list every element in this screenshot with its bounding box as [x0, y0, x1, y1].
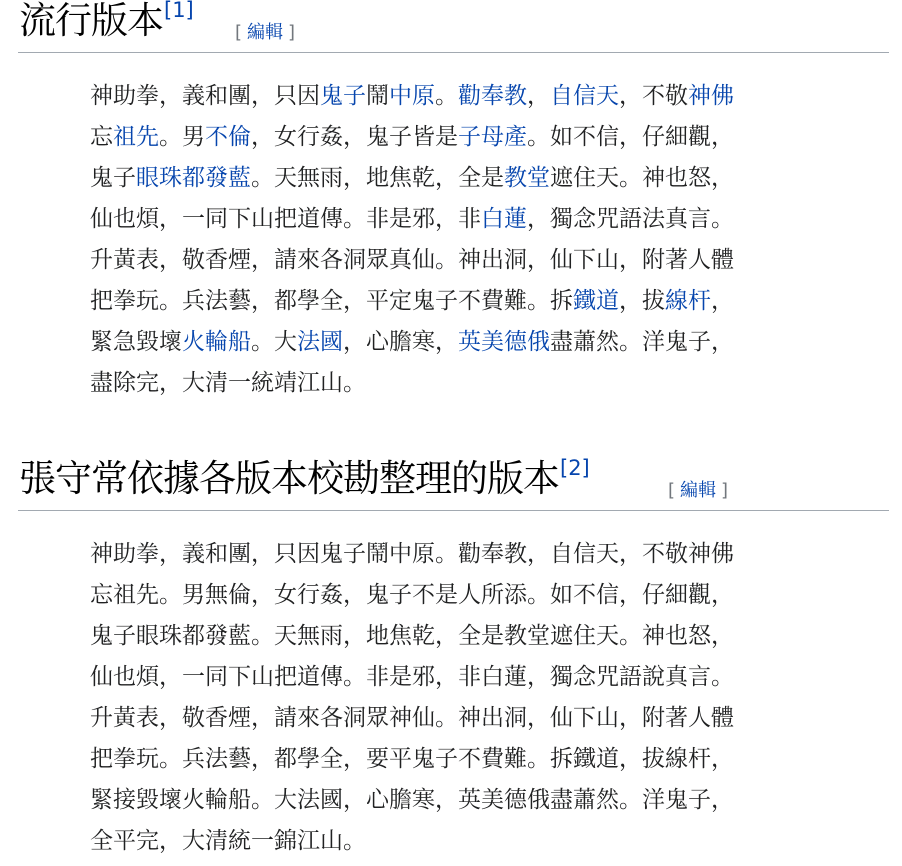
section-collated-version [18, 448, 889, 854]
inline-link[interactable]: 火輪船 [182, 329, 251, 355]
poem-text-segment: 把拳玩。兵法藝，都學全，要平鬼子不費難。拆鐵道，拔線杆， [90, 746, 734, 772]
edit-bracket-open: [ [235, 22, 243, 43]
edit-link[interactable]: 編輯 [680, 480, 717, 501]
poem-text-segment: 。大 [251, 329, 297, 355]
inline-link[interactable]: 鬼子 [320, 83, 366, 109]
inline-link[interactable]: 中原 [389, 83, 435, 109]
poem-text-segment: 仙也煩，一同下山把道傳。非是邪，非白蓮，獨念咒語說真言。 [90, 664, 734, 690]
edit-section [668, 476, 728, 502]
poem-text-segment: 。天無雨，地焦乾，全是 [251, 165, 504, 191]
edit-bracket-close: ] [288, 22, 296, 43]
poem-text-segment: 盡蕭然。洋鬼子， [550, 329, 734, 355]
edit-link[interactable]: 編輯 [247, 22, 284, 43]
section-title: 張守常依據各版本校勘整理的版本[2] [19, 456, 590, 500]
poem-text-segment: 忘 [90, 124, 113, 150]
poem-text-segment: ，不敬 [619, 83, 688, 109]
poem-text-segment: 神助拳，義和團，只因 [90, 83, 320, 109]
poem-text-segment: 鬧 [366, 83, 389, 109]
poem-text [90, 534, 734, 862]
poem-text-segment: ，拔 [619, 288, 665, 314]
poem-text-segment: 。如不信，仔細觀， [527, 124, 734, 150]
poem-text-segment: 。 [435, 83, 458, 109]
edit-bracket-open: [ [668, 480, 676, 501]
inline-link[interactable]: 法國 [297, 329, 343, 355]
poem-text-segment: 升黃表，敬香煙，請來各洞眾真仙。神出洞，仙下山，附著人體 [90, 247, 734, 273]
poem-text-segment: 升黃表，敬香煙，請來各洞眾神仙。神出洞，仙下山，附著人體 [90, 705, 734, 731]
poem-line [90, 739, 734, 780]
poem-text-segment: ，女行姦，鬼子皆是 [251, 124, 458, 150]
poem-line [90, 117, 734, 158]
citation-link[interactable]: [1] [164, 0, 194, 22]
inline-link[interactable]: 子母產 [458, 124, 527, 150]
poem-line [90, 363, 734, 404]
section-heading [18, 448, 889, 511]
poem-text [90, 76, 734, 404]
inline-link[interactable]: 英美德俄 [458, 329, 550, 355]
citation-link[interactable]: [2] [560, 456, 590, 480]
poem-line [90, 281, 734, 322]
poem-text-segment: ， [527, 83, 550, 109]
inline-link[interactable]: 神佛 [688, 83, 734, 109]
poem-text-segment: ，獨念咒語法真言。 [527, 206, 734, 232]
inline-link[interactable]: 鐵道 [573, 288, 619, 314]
inline-link[interactable]: 勸奉教 [458, 83, 527, 109]
section-popular-version [18, 0, 889, 396]
poem-text-segment: 全平完，大清統一錦江山。 [90, 828, 366, 854]
poem-text-segment: 神助拳，義和團，只因鬼子鬧中原。勸奉教，自信天，不敬神佛 [90, 541, 734, 567]
poem-line [90, 158, 734, 199]
poem-line [90, 534, 734, 575]
section-title: 流行版本[1] [19, 0, 194, 42]
poem-line [90, 657, 734, 698]
poem-text-segment: 把拳玩。兵法藝，都學全，平定鬼子不費難。拆 [90, 288, 573, 314]
section-heading [18, 0, 889, 53]
poem-text-segment: 鬼子眼珠都發藍。天無雨，地焦乾，全是教堂遮住天。神也怒， [90, 623, 734, 649]
poem-text-segment: 。男 [159, 124, 205, 150]
poem-text-segment: 緊急毀壞 [90, 329, 182, 355]
inline-link[interactable]: 教堂 [504, 165, 550, 191]
poem-text-segment: 緊接毀壞火輪船。大法國，心膽寒，英美德俄盡蕭然。洋鬼子， [90, 787, 734, 813]
inline-link[interactable]: 白蓮 [481, 206, 527, 232]
poem-text-segment: ，心膽寒， [343, 329, 458, 355]
inline-link[interactable]: 祖先 [113, 124, 159, 150]
edit-section [235, 18, 295, 44]
poem-line [90, 575, 734, 616]
inline-link[interactable]: 眼珠都發藍 [136, 165, 251, 191]
poem-line [90, 199, 734, 240]
poem-text-segment: ， [711, 288, 734, 314]
inline-link[interactable]: 自信天 [550, 83, 619, 109]
poem-line [90, 76, 734, 117]
poem-text-segment: 仙也煩，一同下山把道傳。非是邪，非 [90, 206, 481, 232]
poem-line [90, 322, 734, 363]
poem-line [90, 698, 734, 739]
inline-link[interactable]: 不倫 [205, 124, 251, 150]
poem-line [90, 240, 734, 281]
poem-text-segment: 鬼子 [90, 165, 136, 191]
poem-text-segment: 忘祖先。男無倫，女行姦，鬼子不是人所添。如不信，仔細觀， [90, 582, 734, 608]
poem-line [90, 616, 734, 657]
edit-bracket-close: ] [721, 480, 729, 501]
poem-line [90, 780, 734, 821]
poem-text-segment: 盡除完，大清一統靖江山。 [90, 370, 366, 396]
poem-text-segment: 遮住天。神也怒， [550, 165, 734, 191]
poem-line [90, 821, 734, 862]
inline-link[interactable]: 線杆 [665, 288, 711, 314]
